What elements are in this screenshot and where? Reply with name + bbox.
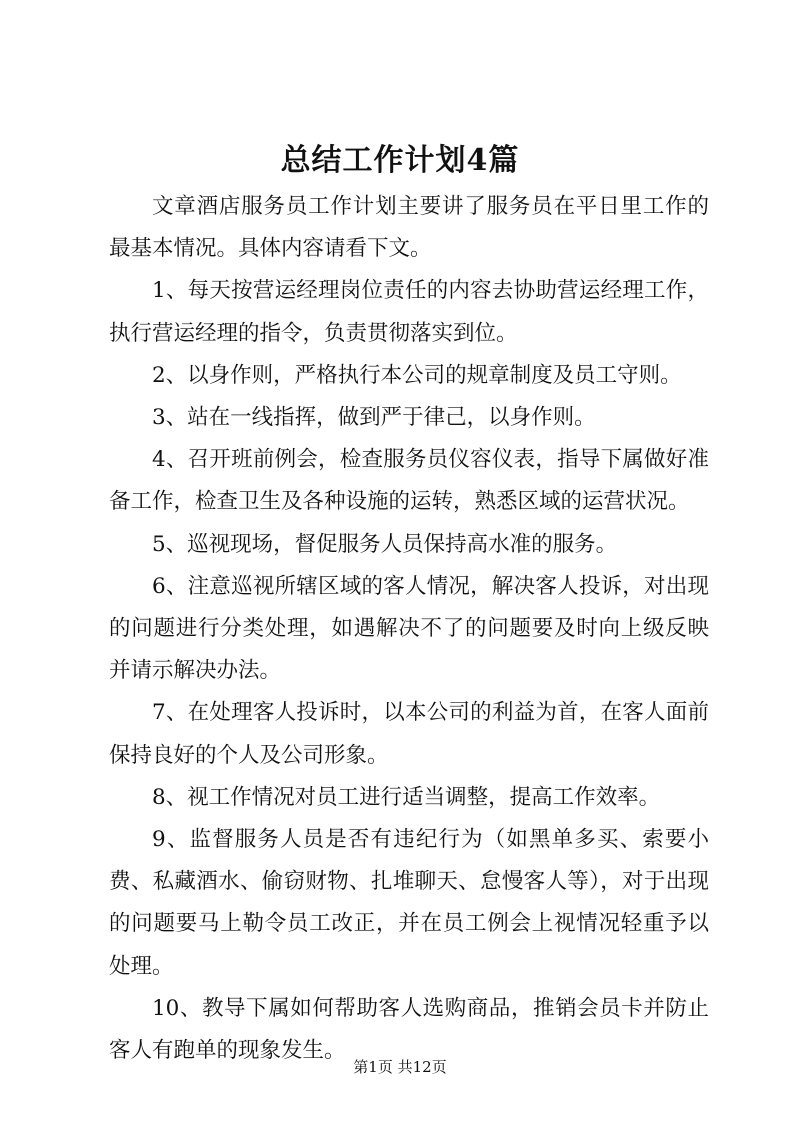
paragraph-intro: 文章酒店服务员工作计划主要讲了服务员在平日里工作的最基本情况。具体内容请看下文。 <box>109 194 709 262</box>
paragraph-item-8: 8、视工作情况对员工进行适当调整，提高工作效率。 <box>152 784 661 810</box>
paragraph-item-2: 2、以身作则，严格执行本公司的规章制度及员工守则。 <box>152 362 682 388</box>
document-body <box>109 186 709 1072</box>
paragraph-item-10: 10、教导下属如何帮助客人选购商品，推销会员卡并防止客人有跑单的现象发生。 <box>109 995 709 1064</box>
paragraph-item-4: 4、召开班前例会，检查服务员仪容仪表，指导下属做好准备工作，检查卫生及各种设施的运转，熟悉区域的运营状况。 <box>109 447 709 515</box>
paragraph-item-5: 5、巡视现场，督促服务人员保持高水准的服务。 <box>152 531 618 557</box>
paragraph-item-1: 1、每天按营运经理岗位责任的内容去协助营运经理工作，执行营运经理的指令，负责贯彻落实到位。 <box>109 278 709 346</box>
paragraph-item-9: 9、监督服务人员是否有违纪行为（如黑单多买、索要小费、私藏酒水、偷窃财物、扎堆聊天、怠慢客人等），对于出现的问题要马上勒令员工改正，并在员工例会上视情况轻重予以处理。 <box>109 827 709 979</box>
paragraph-item-6: 6、注意巡视所辖区域的客人情况，解决客人投诉，对出现的问题进行分类处理，如遇解决不了的问题要及时向上级反映并请示解决办法。 <box>109 573 709 684</box>
page-footer: 第1页 共12页 <box>353 1058 447 1076</box>
paragraph-item-7: 7、在处理客人投诉时，以本公司的利益为首，在客人面前保持良好的个人及公司形象。 <box>109 700 709 768</box>
page-title: 总结工作计划4篇 <box>280 143 520 178</box>
paragraph-item-3: 3、站在一线指挥，做到严于律己，以身作则。 <box>152 405 596 431</box>
